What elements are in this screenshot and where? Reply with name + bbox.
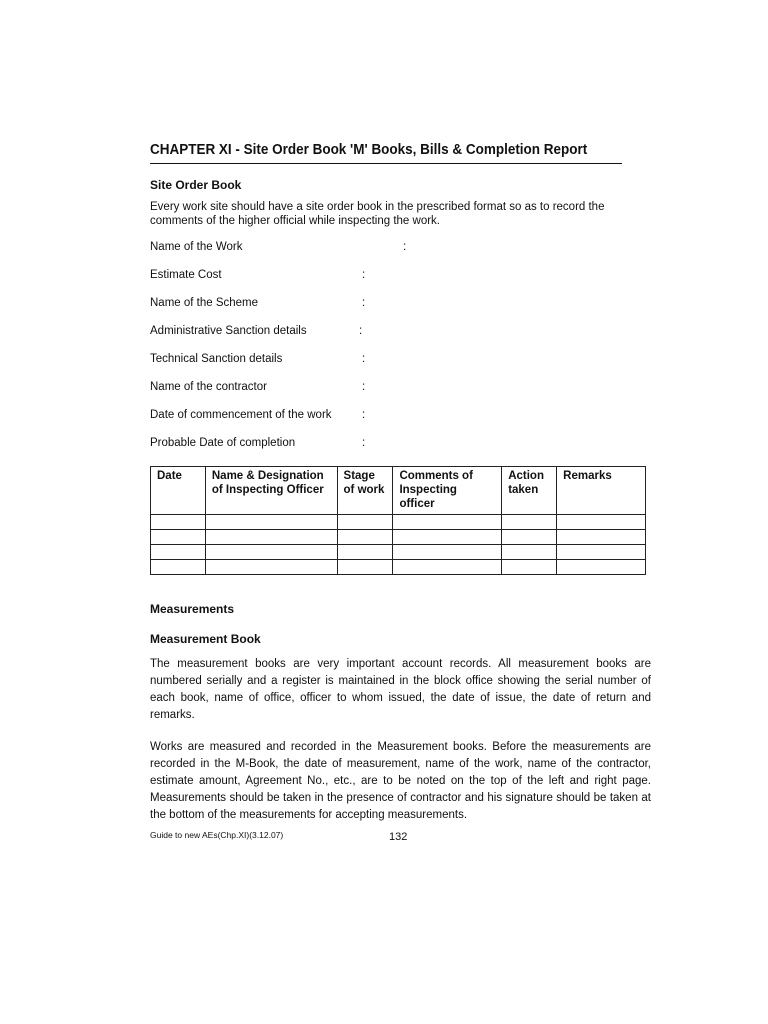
table-cell[interactable]: [337, 515, 393, 530]
field-label-name-of-scheme: Name of the Scheme: [150, 297, 259, 309]
measurement-book-paragraph-1: The measurement books are very important account records. All measurement books are numbered serially and a register is maintained in the block office showing the serial number of each book, name of office, officer to whom issued, the date of issue, the date of return and remarks.: [150, 658, 651, 721]
column-header-stage-of-work: Stage of work: [337, 467, 393, 515]
intro-line-2: comments of the higher official while inspecting the work.: [150, 215, 440, 227]
table-cell[interactable]: [557, 560, 646, 575]
table-cell[interactable]: [337, 545, 393, 560]
field-colon: :: [362, 381, 366, 393]
field-label-name-of-contractor: Name of the contractor: [150, 381, 267, 393]
site-order-book-intro: [150, 199, 651, 230]
table-header-row: [151, 467, 646, 515]
table-cell[interactable]: [151, 545, 206, 560]
table-cell[interactable]: [337, 530, 393, 545]
table-cell[interactable]: [502, 530, 557, 545]
field-colon: :: [362, 409, 366, 421]
site-order-book-heading: Site Order Book: [150, 178, 242, 192]
field-colon: :: [362, 437, 366, 449]
table-cell[interactable]: [557, 545, 646, 560]
table-cell[interactable]: [393, 560, 502, 575]
table-cell[interactable]: [151, 515, 206, 530]
table-cell[interactable]: [502, 545, 557, 560]
field-label-technical-sanction: Technical Sanction details: [150, 353, 283, 365]
measurement-book-paragraph-2: Works are measured and recorded in the Measurement books. Before the measurements are recorded in the M-Book, the date of measurement, name of the work, name of the contractor, estimate amount, Agreement No., etc., are to be noted on the top of the left and right page. Measurements should be taken in the presence of contractor and his signature should be taken at the bottom of the measurements for accepting measurements.: [150, 741, 651, 821]
table-cell[interactable]: [393, 530, 502, 545]
chapter-title: CHAPTER XI - Site Order Book 'M' Books, Bills & Completion Report: [150, 142, 588, 158]
field-colon: :: [403, 241, 407, 253]
table-cell[interactable]: [393, 515, 502, 530]
column-header-date: Date: [151, 467, 206, 515]
field-label-administrative-sanction: Administrative Sanction details: [150, 325, 307, 337]
table-row: [151, 515, 646, 530]
column-header-comments: Comments of Inspecting officer: [393, 467, 502, 515]
table-cell[interactable]: [502, 560, 557, 575]
title-underline: [150, 163, 622, 164]
field-colon: :: [362, 353, 366, 365]
field-label-probable-date-of-completion: Probable Date of completion: [150, 437, 296, 449]
column-header-remarks: Remarks: [557, 467, 646, 515]
field-label-name-of-work: Name of the Work: [150, 241, 243, 253]
table-row: [151, 545, 646, 560]
measurements-heading: Measurements: [150, 602, 235, 616]
table-cell[interactable]: [205, 530, 337, 545]
table-cell[interactable]: [557, 515, 646, 530]
table-cell[interactable]: [393, 545, 502, 560]
inspection-table: [150, 466, 646, 575]
field-label-estimate-cost: Estimate Cost: [150, 269, 222, 281]
intro-line-1: Every work site should have a site order book in the prescribed format so as to record the: [150, 201, 605, 213]
field-colon: :: [362, 297, 366, 309]
measurement-book-subheading: Measurement Book: [150, 632, 261, 646]
table-cell[interactable]: [205, 545, 337, 560]
field-colon: :: [362, 269, 366, 281]
field-colon: :: [359, 325, 363, 337]
table-cell[interactable]: [205, 515, 337, 530]
column-header-inspecting-officer: Name & Designation of Inspecting Officer: [205, 467, 337, 515]
column-header-action-taken: Action taken: [502, 467, 557, 515]
table-cell[interactable]: [557, 530, 646, 545]
page-number: 132: [389, 831, 408, 843]
table-cell[interactable]: [205, 560, 337, 575]
table-row: [151, 560, 646, 575]
table-cell[interactable]: [151, 530, 206, 545]
table-cell[interactable]: [337, 560, 393, 575]
table-cell[interactable]: [502, 515, 557, 530]
table-row: [151, 530, 646, 545]
footer-guide-reference: Guide to new AEs(Chp.XI)(3.12.07): [150, 830, 284, 840]
field-label-date-of-commencement: Date of commencement of the work: [150, 409, 332, 421]
table-cell[interactable]: [151, 560, 206, 575]
